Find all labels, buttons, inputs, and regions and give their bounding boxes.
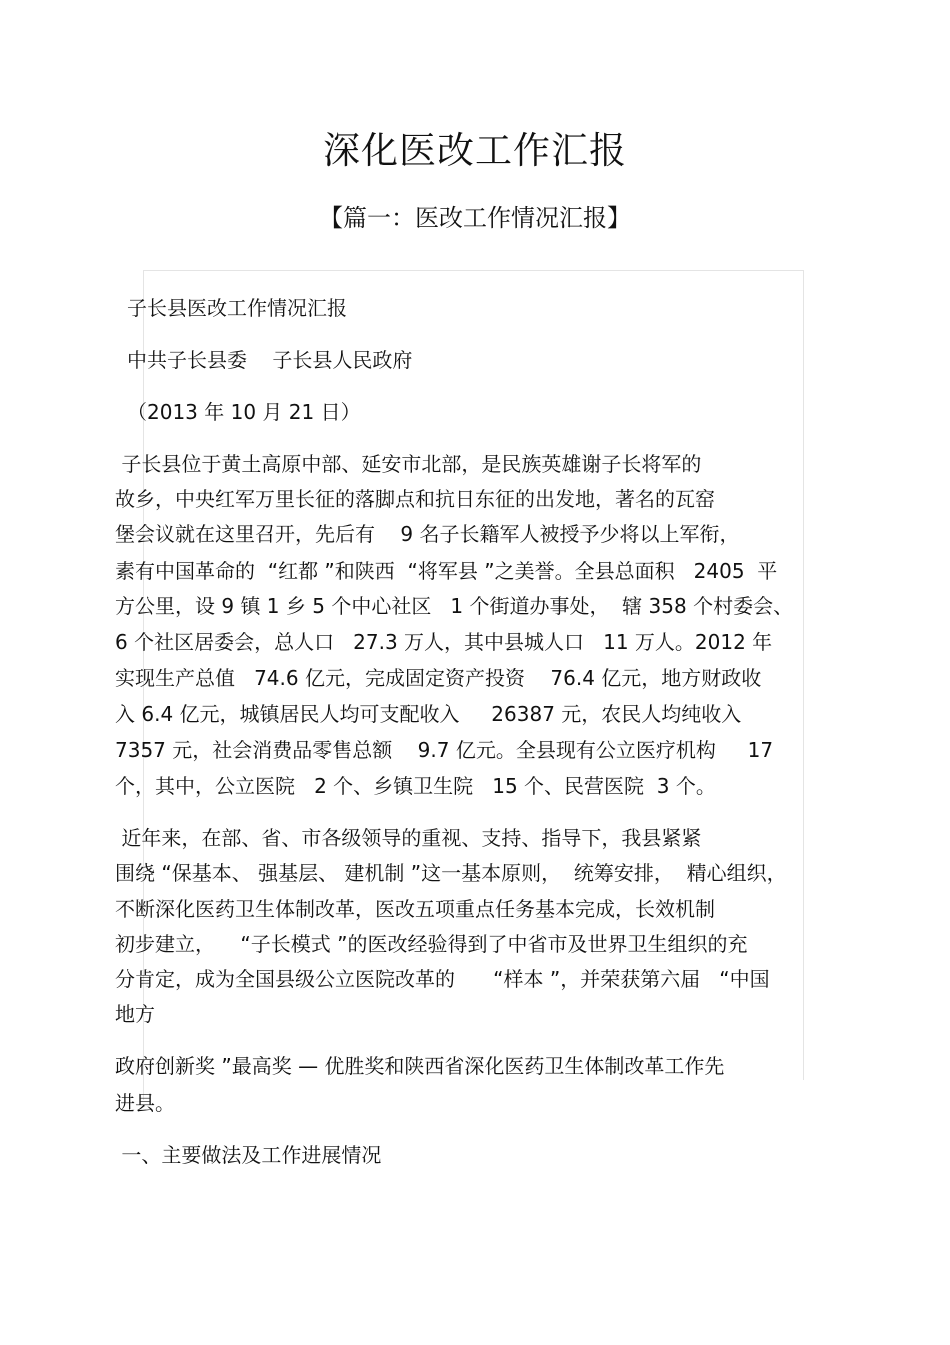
paragraph-line: 近年来，在部、省、市各级领导的重视、支持、指导下，我县紧紧 bbox=[115, 826, 702, 850]
paragraph-line: 故乡，中央红军万里长征的落脚点和抗日东征的出发地，著名的瓦窑 bbox=[115, 487, 715, 511]
paragraph-line: 地方 bbox=[115, 1002, 155, 1026]
paragraph-line: 初步建立， “子长模式 ”的医改经验得到了中省市及世界卫生组织的充 bbox=[115, 932, 748, 956]
paragraph-line: 进县。 bbox=[115, 1091, 175, 1115]
scan-frame-right bbox=[803, 270, 804, 1080]
paragraph-line: 素有中国革命的 “红都 ”和陕西 “将军县 ”之美誉。全县总面积 2405 平 bbox=[115, 559, 778, 583]
paragraph-line: 不断深化医药卫生体制改革，医改五项重点任务基本完成，长效机制 bbox=[115, 897, 715, 921]
report-issuer: 中共子长县委 子长县人民政府 bbox=[127, 348, 413, 372]
paragraph-line: 实现生产总值 74.6 亿元，完成固定资产投资 76.4 亿元，地方财政收 bbox=[115, 666, 762, 690]
paragraph-line: 6 个社区居委会，总人口 27.3 万人，其中县城人口 11 万人。2012 年 bbox=[115, 630, 773, 654]
report-date: （2013 年 10 月 21 日） bbox=[127, 400, 361, 424]
paragraph-line: 分肯定，成为全国县级公立医院改革的 “样本 ”，并荣获第六届 “中国 bbox=[115, 967, 770, 991]
report-title: 子长县医改工作情况汇报 bbox=[127, 296, 347, 320]
paragraph-line: 政府创新奖 ”最高奖 — 优胜奖和陕西省深化医药卫生体制改革工作先 bbox=[115, 1054, 725, 1078]
document-title: 深化医改工作汇报 bbox=[323, 129, 627, 172]
paragraph-line: 围绕 “保基本、 强基层、 建机制 ”这一基本原则， 统筹安排， 精心组织， bbox=[115, 861, 787, 885]
section-heading: 一、主要做法及工作进展情况 bbox=[115, 1143, 382, 1167]
paragraph-line: 子长县位于黄土高原中部、延安市北部，是民族英雄谢子长将军的 bbox=[115, 452, 702, 476]
scan-frame-top bbox=[143, 270, 804, 271]
document-subtitle: 【篇一：医改工作情况汇报】 bbox=[319, 204, 631, 232]
paragraph-line: 入 6.4 亿元，城镇居民人均可支配收入 26387 元，农民人均纯收入 bbox=[115, 702, 742, 726]
paragraph-line: 堡会议就在这里召开，先后有 9 名子长籍军人被授予少将以上军衔， bbox=[115, 522, 740, 546]
paragraph-line: 7357 元，社会消费品零售总额 9.7 亿元。全县现有公立医疗机构 17 bbox=[115, 738, 774, 762]
paragraph-line: 方公里，设 9 镇 1 乡 5 个中心社区 1 个街道办事处， 辖 358 个村委会、 bbox=[115, 594, 794, 618]
paragraph-line: 个，其中，公立医院 2 个、乡镇卫生院 15 个、民营医院 3 个。 bbox=[115, 774, 716, 798]
